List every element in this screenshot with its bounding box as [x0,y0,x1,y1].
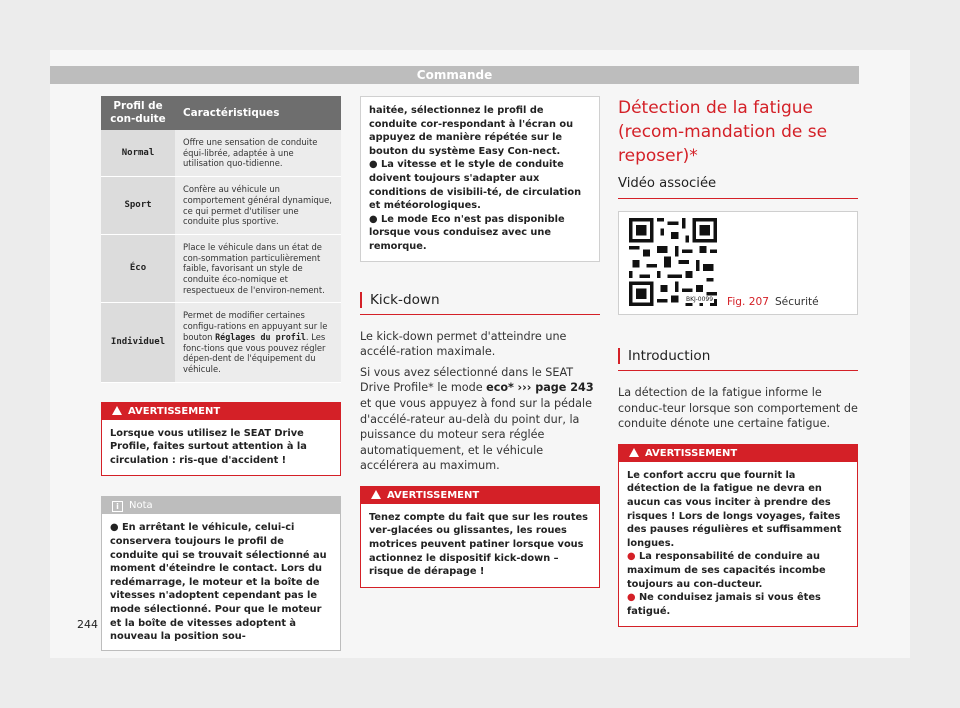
paragraph: Si vous avez sélectionné dans le SEAT Drive Profile* le mode eco* ››› page 243 et que vous appuyez à fond sur la pédale d'accélé-rateur au-delà du point dur, la puissance du moteur sera réglée automatiquement, et le véhicule accélérera au maximum. [360,365,594,473]
info-icon: i [112,501,123,512]
warning-header: AVERTISSEMENT [619,445,857,462]
table-row [101,130,341,177]
figure-caption: Fig. 207 Sécurité [727,296,819,308]
page-link[interactable]: ››› page 243 [517,381,594,395]
warning-header: AVERTISSEMENT [102,403,340,420]
video-heading: Vidéo associée [618,176,717,191]
warning-icon [629,448,639,457]
section-heading: Kick-down [360,292,600,308]
note-header: i Nota [102,497,340,514]
figure-number: Fig. 207 [727,296,769,308]
warning-icon [112,406,122,415]
column-middle [360,96,600,588]
section-heading: Introduction [618,348,858,364]
table-row [101,303,341,382]
warning-box [618,444,858,628]
table-row [101,177,341,235]
drive-profile-table [101,96,341,383]
profile-name: Sport [101,177,175,235]
table-header-profile: Profil de con-duite [101,96,175,130]
warning-text: Lorsque vous utilisez le SEAT Drive Profile, faites surtout attention à la circulation : ris-que d'accident ! [110,427,307,466]
warning-box [101,402,341,477]
warning-text: Tenez compte du fait que sur les routes ver-glacées ou glissantes, les roues motrices peuvent patiner lorsque vous actionnez le dispositif kick-down – risque de dérapage ! [369,511,589,578]
paragraph: La détection de la fatigue informe le conduc-teur lorsque son comportement de conduite dénote une certaine fatigue. [618,386,858,431]
mode-label: eco* [486,381,514,395]
profile-name: Normal [101,130,175,177]
qr-code-icon[interactable] [629,218,717,306]
profile-settings-button-label: Réglages du profil [215,331,306,342]
profile-description: Permet de modifier certaines configu-rations en appuyant sur le bouton Réglages du profil. Les fonc-tions que vous pouvez régler dépen-dent de l'équipement du véhicule. [175,303,341,382]
list-item: ● La responsabilité de conduire au maximum de ses capacités incombe toujours au con-ducteur. [627,551,826,590]
warning-header: AVERTISSEMENT [361,487,599,504]
table-row [101,234,341,303]
profile-description: Place le véhicule dans un état de con-sommation particulièrement faible, favorisant un style de conduite éco-nomique et respectueux de l'environ-nement. [175,234,341,303]
kickdown-section [360,292,600,474]
divider [618,370,858,371]
divider [360,314,600,315]
profile-description: Offre une sensation de conduite équi-librée, adaptée à une utilisation quo-tidienne. [175,130,341,177]
qr-code-label: BKJ-0099 [686,296,714,303]
introduction-section [618,348,858,432]
divider [618,198,858,199]
warning-icon [371,490,381,499]
column-right [618,96,858,627]
paragraph: Le kick-down permet d'atteindre une accélé-ration maximale. [360,329,567,359]
continued-note-box: haitée, sélectionnez le profil de conduite cor-respondant à l'écran ou appuyez de manière répétée sur le bouton du système Easy Con-nect. ● La vitesse et le style de conduite doivent toujours s'adapter aux conditions de visibili-té, de circulation et météorologiques. ● Le mode Eco n'est pas disponible lorsque vous conduisez avec une remorque. [360,96,600,262]
chapter-header: Commande [50,66,859,84]
list-item: ● Ne conduisez jamais si vous êtes fatigué. [627,592,821,617]
note-text: ● En arrêtant le véhicule, celui-ci conservera toujours le profil de conduite qui se trouvait sélectionné au moment d'éteindre le contact. Lors du redémarrage, le moteur et la boîte de vitesses n'adoptent cependant pas le mode sélectionné. Pour que le moteur et la boîte de vitesses adoptent à nouveau la position sou- [110,522,327,643]
profile-name: Individuel [101,303,175,382]
column-left [101,96,341,651]
figure-video [618,211,858,315]
profile-description: Confère au véhicule un comportement général dynamique, ce qui permet d'utiliser une conduite plus sportive. [175,177,341,235]
page-number: 244 [77,618,98,631]
list-item: ● Le mode Eco n'est pas disponible lorsque vous conduisez avec une remorque. [369,213,565,252]
list-item: ● La vitesse et le style de conduite doivent toujours s'adapter aux conditions de visibili-té, de circulation et météorologiques. [369,159,582,212]
note-box [101,496,341,650]
page-title: Détection de la fatigue (recom-mandation de se reposer)* [618,98,828,166]
warning-text: Le confort accru que fournit la détection de la fatigue ne devra en aucun cas vous inciter à prendre des risques ! Lors de longs voyages, faites des pauses régulières et suffisamment longues. ● La responsabilité de conduire au maximum de ses capacités incombe toujours au con-ducteur. ● Ne conduisez jamais si vous êtes fatigué. [619,462,857,627]
table-header-characteristics: Caractéristiques [175,96,341,130]
profile-name: Éco [101,234,175,303]
warning-box [360,486,600,588]
